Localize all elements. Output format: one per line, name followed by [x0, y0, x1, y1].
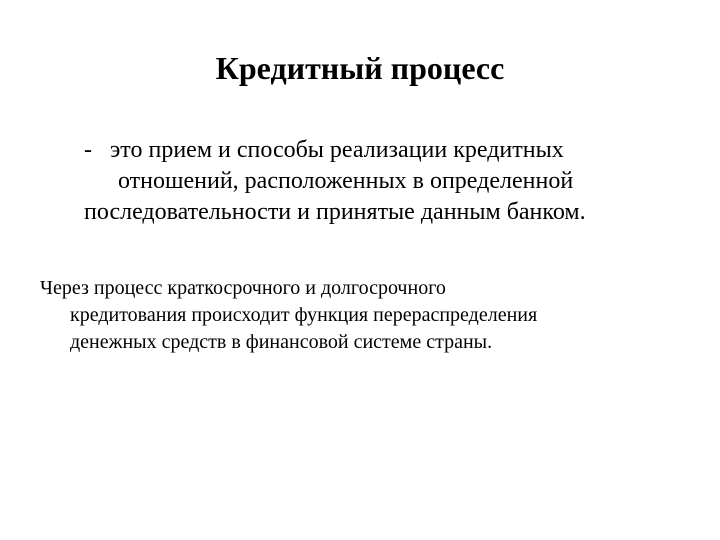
slide-title: Кредитный процесс: [215, 50, 505, 86]
note-line-1: Через процесс краткосрочного и долгосрочного: [40, 277, 446, 299]
definition-line-2: отношений, расположенных в определенной: [118, 168, 574, 194]
note-line-2: кредитования происходит функция перераспределения: [70, 304, 538, 326]
note-paragraph: [40, 275, 680, 356]
definition-line-1: [84, 135, 684, 166]
definition-line-3: последовательности и принятые данным банком.: [84, 199, 586, 225]
definition-line-1-text: это прием и способы реализации кредитных: [110, 137, 564, 163]
note-line-3: денежных средств в финансовой системе страны.: [70, 331, 493, 353]
definition-dash: -: [84, 137, 92, 163]
definition-text: [84, 135, 684, 228]
